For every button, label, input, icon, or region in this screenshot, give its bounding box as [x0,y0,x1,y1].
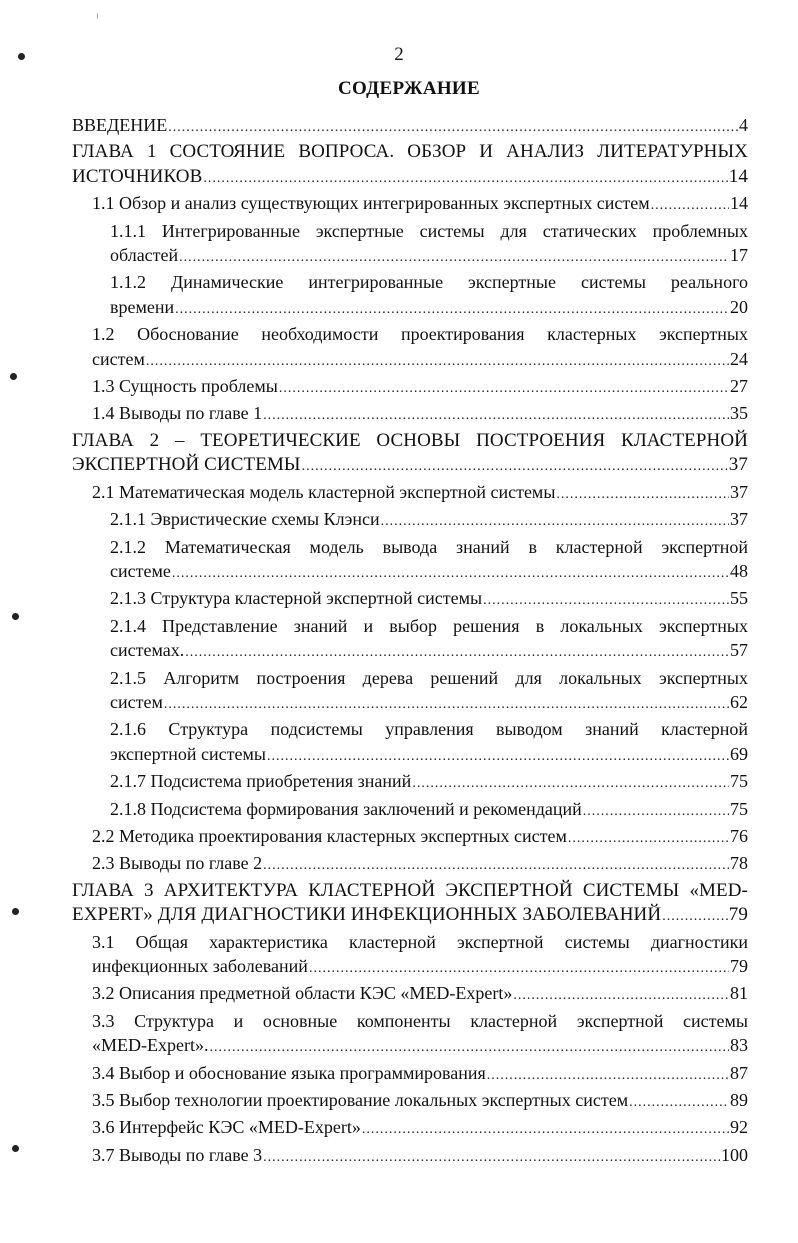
toc-entry-text: системах. [110,640,185,661]
toc-entry-text: ГЛАВА 2 – ТЕОРЕТИЧЕСКИЕ ОСНОВЫ ПОСТРОЕНИЯ КЛАСТЕРНОЙ [72,429,748,451]
toc-page-number: 20 [730,296,748,317]
toc-page-number: 76 [730,825,748,846]
dot-leader [568,827,729,851]
toc-entry[interactable] [92,374,748,401]
toc-entry[interactable] [92,401,748,428]
toc-page-number: 89 [730,1090,748,1111]
scan-hole-mark [12,1145,19,1152]
dot-leader [263,404,729,428]
toc-entry[interactable] [110,769,748,796]
toc-entry-text: 1.1 Обзор и анализ существующих интегрированных экспертных систем [92,193,650,214]
toc-entry-text: ГЛАВА 1 СОСТОЯНИЕ ВОПРОСА. ОБЗОР И АНАЛИЗ ЛИТЕРАТУРНЫХ [72,141,748,163]
toc-entry[interactable] [92,191,748,218]
scan-hole-mark [10,373,17,380]
toc-page-number: 14 [730,193,748,214]
toc-entry-text: 3.3 Структура и основные компоненты кластерной экспертной системы [92,1010,748,1031]
toc-entry[interactable] [92,1115,748,1142]
page-title: СОДЕРЖАНИЕ [338,78,480,99]
toc-page-number: 62 [730,691,748,712]
toc-page-number: 75 [730,771,748,792]
dot-leader [662,905,728,929]
toc-entry-text: 1.1.1 Интегрированные экспертные системы для статических проблемных [110,220,748,241]
toc-entry-text: 2.1.8 Подсистема формирования заключений и рекомендаций [110,798,582,819]
dot-leader [172,562,729,586]
toc-entry-text: ЭКСПЕРТНОЙ СИСТЕМЫ [72,454,301,476]
toc-entry-text: 2.2 Методика проектирования кластерных экспертных систем [92,825,567,846]
toc-entry-text: ИСТОЧНИКОВ [72,165,203,187]
toc-entry-text: 1.3 Сущность проблемы [92,376,278,397]
dot-leader [263,854,729,878]
toc-entry[interactable] [92,1061,748,1088]
toc-page-number: 48 [730,560,748,581]
toc-page-number: 55 [730,588,748,609]
toc-entry-text: 3.6 Интерфейс КЭС «MED-Expert» [92,1117,361,1138]
dot-leader [175,298,729,322]
toc-page-number: 75 [730,798,748,819]
dot-leader [583,800,729,824]
dot-leader [483,589,729,613]
toc-entry-text: 2.1.6 Структура подсистемы управления выводом знаний кластерной [110,719,748,740]
toc-entry[interactable] [110,614,748,666]
toc-page-number: 24 [730,348,748,369]
scan-hole-mark [12,613,19,620]
toc-entry-text: «MED-Expert». [92,1035,209,1056]
toc-entry-text: 3.1 Общая характеристика кластерной экспертной системы диагностики [92,931,748,952]
dot-leader [487,1064,729,1088]
toc-entry[interactable] [110,717,748,769]
dot-leader [209,1036,729,1060]
toc-entry-text: 2.1.2 Математическая модель вывода знаний в кластерной экспертной [110,536,748,557]
toc-page-number: 78 [730,853,748,874]
toc-entry-text: системе [110,560,171,581]
toc-entry-text: EXPERT» ДЛЯ ДИАГНОСТИКИ ИНФЕКЦИОННЫХ ЗАБОЛЕВАНИЙ [72,904,662,926]
toc-page-number: 83 [730,1035,748,1056]
toc-page-number: 37 [728,454,748,476]
toc-entry[interactable] [92,981,748,1008]
toc-entry[interactable] [110,666,748,718]
toc-entry[interactable] [92,322,748,374]
dot-leader [203,167,727,191]
toc-entry-text: 2.1.4 Представление знаний и выбор решения в локальных экспертных [110,615,748,636]
toc-entry-text: 2.1.3 Структура кластерной экспертной системы [110,588,483,609]
toc-entry[interactable] [110,535,748,587]
toc-entry-text: ГЛАВА 3 АРХИТЕКТУРА КЛАСТЕРНОЙ ЭКСПЕРТНОЙ СИСТЕМЫ «MED- [72,879,748,901]
dot-leader [556,483,729,507]
dot-leader [267,745,729,769]
toc-chapter-entry[interactable] [72,429,748,480]
toc-entry-text: 3.2 Описания предметной области КЭС «MED-Expert» [92,983,513,1004]
toc-entry-text: 1.4 Выводы по главе 1 [92,403,263,424]
toc-entry-text: систем [92,348,145,369]
toc-page-number: 17 [730,245,748,266]
toc-entry[interactable] [92,824,748,851]
toc-entry[interactable] [92,930,748,982]
scan-mark [97,13,98,19]
toc-entry-text: 2.1.5 Алгоритм построения дерева решений для локальных экспертных [110,667,748,688]
dot-leader [302,455,728,479]
scan-hole-mark [12,908,19,915]
table-of-contents [72,113,748,1170]
toc-page-number: 37 [730,481,748,502]
page-number: 2 [394,44,404,65]
dot-leader [651,194,729,218]
toc-entry-text: областей [110,245,179,266]
toc-entry-text: инфекционных заболеваний [92,956,308,976]
toc-page-number: 57 [730,640,748,661]
dot-leader [513,984,729,1008]
toc-page-number: 100 [721,1144,748,1165]
toc-entry-text: 1.1.2 Динамические интегрированные экспертные системы реального [110,272,748,293]
toc-entry-text: систем [110,691,163,712]
toc-entry[interactable] [92,1088,748,1115]
toc-page-number: 27 [730,376,748,397]
dot-leader [381,510,729,534]
toc-entry[interactable] [110,219,748,271]
dot-leader [146,350,729,374]
toc-page-number: 87 [730,1062,748,1083]
toc-page-number: 14 [728,165,748,187]
toc-chapter-entry[interactable] [72,879,748,930]
toc-entry-text: 3.4 Выбор и обоснование языка программирования [92,1062,486,1083]
dot-leader [309,957,729,981]
toc-chapter-entry[interactable] [72,140,748,191]
toc-entry-text: 3.7 Выводы по главе 3 [92,1144,263,1165]
toc-entry[interactable] [110,507,748,534]
toc-entry[interactable] [72,113,748,140]
dot-leader [263,1146,720,1170]
dot-leader [185,641,729,665]
toc-entry-text: 2.1.7 Подсистема приобретения знаний [110,771,412,792]
dot-leader [362,1118,729,1142]
toc-page-number: 37 [730,509,748,530]
dot-leader [629,1091,729,1115]
toc-entry[interactable] [92,1009,748,1061]
toc-entry[interactable] [110,586,748,613]
toc-entry-text: 2.1 Математическая модель кластерной экспертной системы [92,481,556,502]
toc-page-number: 35 [730,403,748,424]
dot-leader [412,772,729,796]
toc-entry-text: 1.2 Обоснование необходимости проектирования кластерных экспертных [92,324,748,345]
toc-entry-text: времени [110,296,175,317]
toc-entry[interactable] [92,480,748,507]
dot-leader [179,246,729,270]
dot-leader [279,377,729,401]
toc-entry-text: 2.1.1 Эвристические схемы Клэнси [110,509,380,530]
toc-entry[interactable] [110,270,748,322]
toc-page-number: 79 [730,956,748,976]
dot-leader [168,116,738,140]
dot-leader [164,693,729,717]
toc-entry-text: 3.5 Выбор технологии проектирование локальных экспертных систем [92,1090,629,1111]
toc-page-number: 79 [728,904,748,926]
toc-entry-text: экспертной системы [110,743,266,764]
toc-entry[interactable] [92,851,748,878]
toc-page-number: 69 [730,743,748,764]
toc-entry-text: 2.3 Выводы по главе 2 [92,853,263,874]
toc-entry-text: ВВЕДЕНИЕ [72,115,168,135]
toc-page-number: 4 [739,115,748,135]
toc-entry[interactable] [110,797,748,824]
toc-entry[interactable] [92,1143,748,1170]
toc-page-number: 81 [730,983,748,1004]
toc-page-number: 92 [730,1117,748,1138]
